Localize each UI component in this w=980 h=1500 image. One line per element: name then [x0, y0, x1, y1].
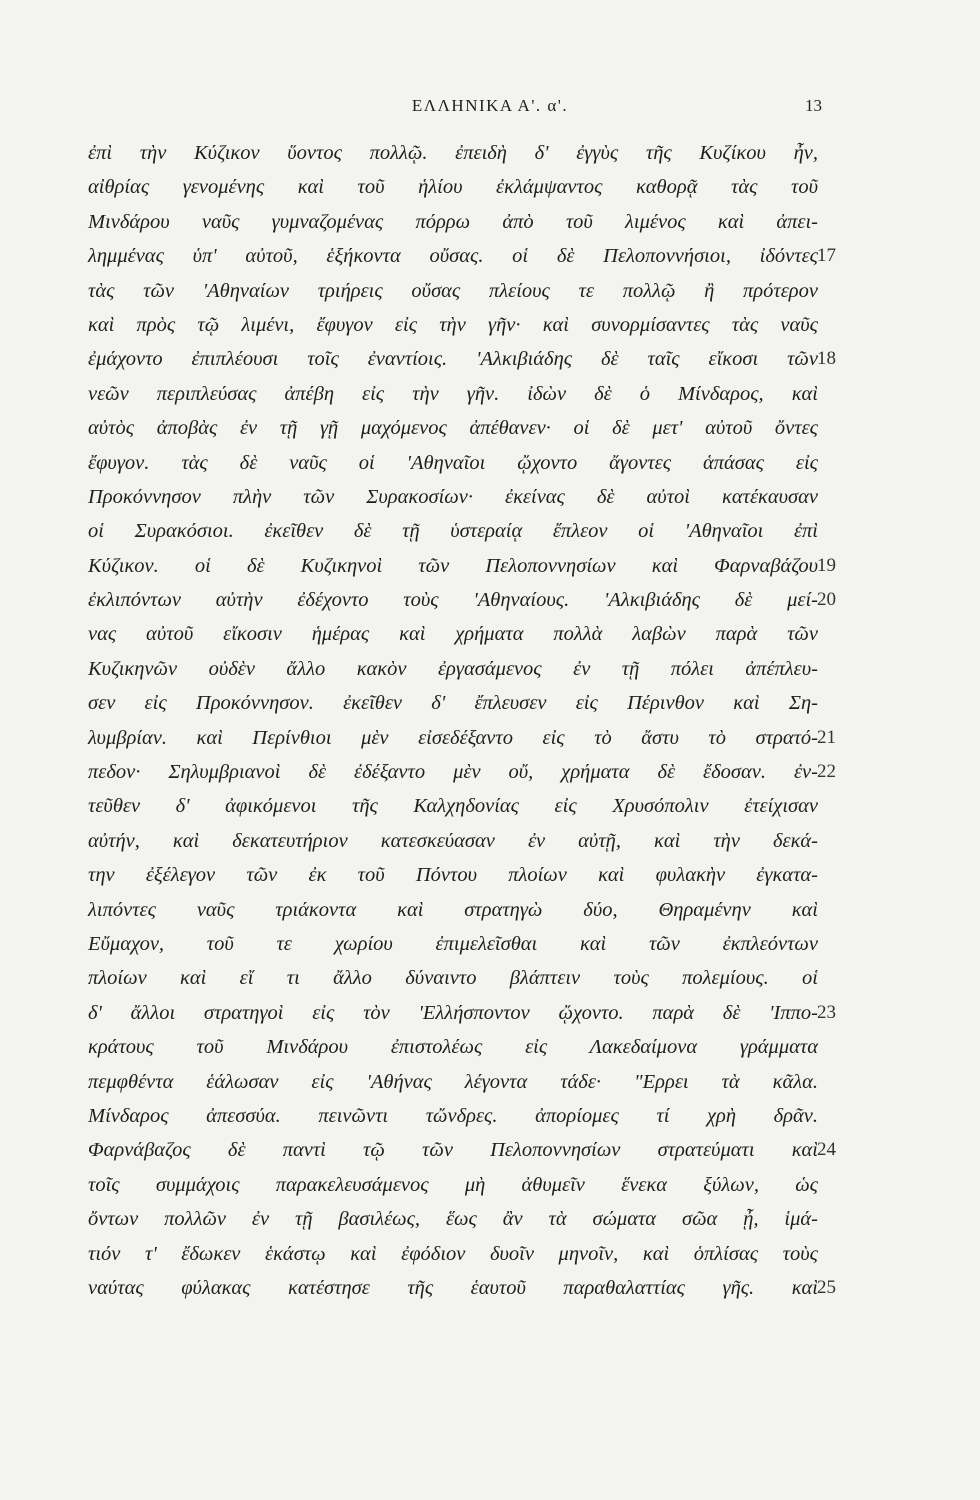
text-line-content: αὐτήν, καὶ δεκατευτήριον κατεσκεύασαν ἐν αὐτῇ, καὶ τὴν δεκά- [88, 829, 818, 852]
text-line-content: τεῦθεν δ' ἀφικόμενοι τῆς Καλχηδονίας εἰς Χρυσόπολιν ἐτείχισαν [88, 795, 818, 818]
text-line [88, 1168, 818, 1202]
text-line-content: Κυζικηνῶν οὐδὲν ἄλλο κακὸν ἐργασάμενος ἐν τῇ πόλει ἀπέπλευ- [88, 657, 818, 680]
text-line-content: ἐκλιπόντων αὐτὴν ἐδέχοντο τοὺς 'Αθηναίους. 'Αλκιβιάδης δὲ μεί- [88, 589, 818, 612]
text-line-content: Μινδάρου ναῦς γυμναζομένας πόρρω ἀπὸ τοῦ λιμένος καὶ ἀπει- [88, 210, 818, 233]
text-line-content: ναύτας φύλακας κατέστησε τῆς ἑαυτοῦ παραθαλαττίας γῆς. καὶ [88, 1276, 818, 1299]
text-line [88, 1271, 836, 1305]
text-line-content: λιπόντες ναῦς τριάκοντα καὶ στρατηγὼ δύο, Θηραμένην καὶ [88, 898, 818, 921]
text-line-content: Κύζικον. οἱ δὲ Κυζικηνοὶ τῶν Πελοποννησίων καὶ Φαρναβάζου [88, 554, 818, 577]
text-line [88, 755, 836, 789]
text-line [88, 377, 818, 411]
text-line-content: πλοίων καὶ εἴ τι ἄλλο δύναιντο βλάπτειν τοὺς πολεμίους. οἱ [88, 967, 818, 990]
text-line-content: Εὔμαχον, τοῦ τε χωρίου ἐπιμελεῖσθαι καὶ τῶν ἐκπλεόντων [88, 932, 818, 955]
section-number: 22 [817, 761, 836, 783]
text-line-content: την ἐξέλεγον τῶν ἐκ τοῦ Πόντου πλοίων καὶ φυλακὴν ἐγκατα- [88, 864, 818, 887]
text-line [88, 274, 818, 308]
text-line-content: ἔφυγον. τὰς δὲ ναῦς οἱ 'Αθηναῖοι ᾤχοντο ἄγοντες ἁπάσας εἰς [88, 451, 818, 474]
text-line-content: καὶ πρὸς τῷ λιμένι, ἔφυγον εἰς τὴν γῆν· καὶ συνορμίσαντες τὰς ναῦς [88, 313, 818, 336]
text-line [88, 239, 836, 273]
text-line-content: ὄντων πολλῶν ἐν τῇ βασιλέως, ἕως ἂν τὰ σώματα σῶα ᾖ, ἱμά- [88, 1208, 818, 1231]
text-line [88, 893, 818, 927]
page-number: 13 [805, 96, 822, 115]
text-line [88, 858, 818, 892]
text-line-content: πεμφθέντα ἑάλωσαν εἰς 'Αθήνας λέγοντα τάδε· "Ερρει τὰ κᾶλα. [88, 1070, 818, 1093]
text-line [88, 1099, 818, 1133]
section-number: 18 [817, 348, 836, 370]
text-line [88, 652, 818, 686]
text-line [88, 961, 818, 995]
section-number: 19 [817, 554, 836, 576]
text-line [88, 446, 818, 480]
text-line-content: οἱ Συρακόσιοι. ἐκεῖθεν δὲ τῇ ὑστεραίᾳ ἔπλεον οἱ 'Αθηναῖοι ἐπὶ [88, 520, 818, 543]
text-line-content: πεδον· Σηλυμβριανοὶ δὲ ἐδέξαντο μὲν οὔ, χρήματα δὲ ἔδοσαν. ἐν- [88, 761, 818, 784]
section-number: 23 [817, 1001, 836, 1023]
text-line [88, 170, 818, 204]
section-number: 21 [817, 726, 836, 748]
text-line-content: αἰθρίας γενομένης καὶ τοῦ ἡλίου ἐκλάμψαντος καθορᾷ τὰς τοῦ [88, 176, 818, 199]
body-text [88, 136, 836, 1305]
text-line [88, 686, 818, 720]
text-line-content: αὐτὸς ἀποβὰς ἐν τῇ γῇ μαχόμενος ἀπέθανεν· οἱ δὲ μετ' αὐτοῦ ὄντες [88, 417, 818, 440]
text-line [88, 824, 818, 858]
text-line-content: ἐπὶ τὴν Κύζικον ὕοντος πολλῷ. ἐπειδὴ δ' ἐγγὺς τῆς Κυζίκου ἦν, [88, 142, 818, 164]
text-line [88, 1237, 818, 1271]
text-line [88, 996, 836, 1030]
text-line [88, 789, 818, 823]
text-line-content: δ' ἄλλοι στρατηγοὶ εἰς τὸν 'Ελλήσποντον ᾤχοντο. παρὰ δὲ 'Ιππο- [88, 1001, 818, 1024]
text-line-content: νας αὐτοῦ εἴκοσιν ἡμέρας καὶ χρήματα πολλὰ λαβὼν παρὰ τῶν [88, 623, 818, 646]
text-line-content: Προκόννησον πλὴν τῶν Συρακοσίων· ἐκείνας δὲ αὐτοὶ κατέκαυσαν [88, 485, 818, 508]
text-line [88, 1202, 818, 1236]
text-line-content: ἐμάχοντο ἐπιπλέουσι τοῖς ἐναντίοις. 'Αλκιβιάδης δὲ ταῖς εἴκοσι τῶν [88, 348, 818, 371]
text-line [88, 480, 818, 514]
text-line [88, 205, 818, 239]
text-line [88, 342, 836, 376]
section-number: 25 [817, 1276, 836, 1298]
section-number: 20 [817, 589, 836, 611]
text-line [88, 583, 836, 617]
text-line-content: Φαρνάβαζος δὲ παντὶ τῷ τῶν Πελοποννησίων στρατεύματι καὶ [88, 1139, 818, 1162]
text-line-content: λυμβρίαν. καὶ Περίνθιοι μὲν εἰσεδέξαντο εἰς τὸ ἄστυ τὸ στρατό- [88, 726, 818, 749]
text-line [88, 308, 818, 342]
text-line-content: νεῶν περιπλεύσας ἀπέβη εἰς τὴν γῆν. ἰδὼν δὲ ὁ Μίνδαρος, καὶ [88, 382, 818, 405]
text-line [88, 549, 836, 583]
text-line [88, 1030, 818, 1064]
running-header-title: ΕΛΛΗΝΙΚΑ Α'. α'. [411, 96, 569, 115]
section-number: 17 [817, 245, 836, 267]
section-number: 24 [817, 1139, 836, 1161]
text-line [88, 514, 818, 548]
text-line-content: Μίνδαρος ἀπεσσύα. πεινῶντι τὤνδρες. ἀπορίομες τί χρὴ δρᾶν. [88, 1104, 818, 1127]
text-line [88, 136, 818, 170]
text-line-content: λημμένας ὑπ' αὐτοῦ, ἑξήκοντα οὔσας. οἱ δὲ Πελοποννήσιοι, ἰδόντες [88, 245, 818, 268]
text-line-content: σεν εἰς Προκόννησον. ἐκεῖθεν δ' ἔπλευσεν εἰς Πέρινθον καὶ Ση- [88, 692, 818, 715]
text-line-content: τὰς τῶν 'Αθηναίων τριήρεις οὔσας πλείους τε πολλῷ ἢ πρότερον [88, 279, 818, 302]
text-line [88, 721, 836, 755]
text-line [88, 617, 818, 651]
text-line [88, 411, 818, 445]
text-line-content: τιόν τ' ἔδωκεν ἑκάστῳ καὶ ἐφόδιον δυοῖν μηνοῖν, καὶ ὁπλίσας τοὺς [88, 1242, 818, 1265]
text-line-content: κράτους τοῦ Μινδάρου ἐπιστολέως εἰς Λακεδαίμονα γράμματα [88, 1036, 818, 1059]
text-line [88, 927, 818, 961]
text-line-content: τοῖς συμμάχοις παρακελευσάμενος μὴ ἀθυμεῖν ἕνεκα ξύλων, ὡς [88, 1173, 818, 1196]
text-line [88, 1065, 818, 1099]
text-line [88, 1133, 836, 1167]
